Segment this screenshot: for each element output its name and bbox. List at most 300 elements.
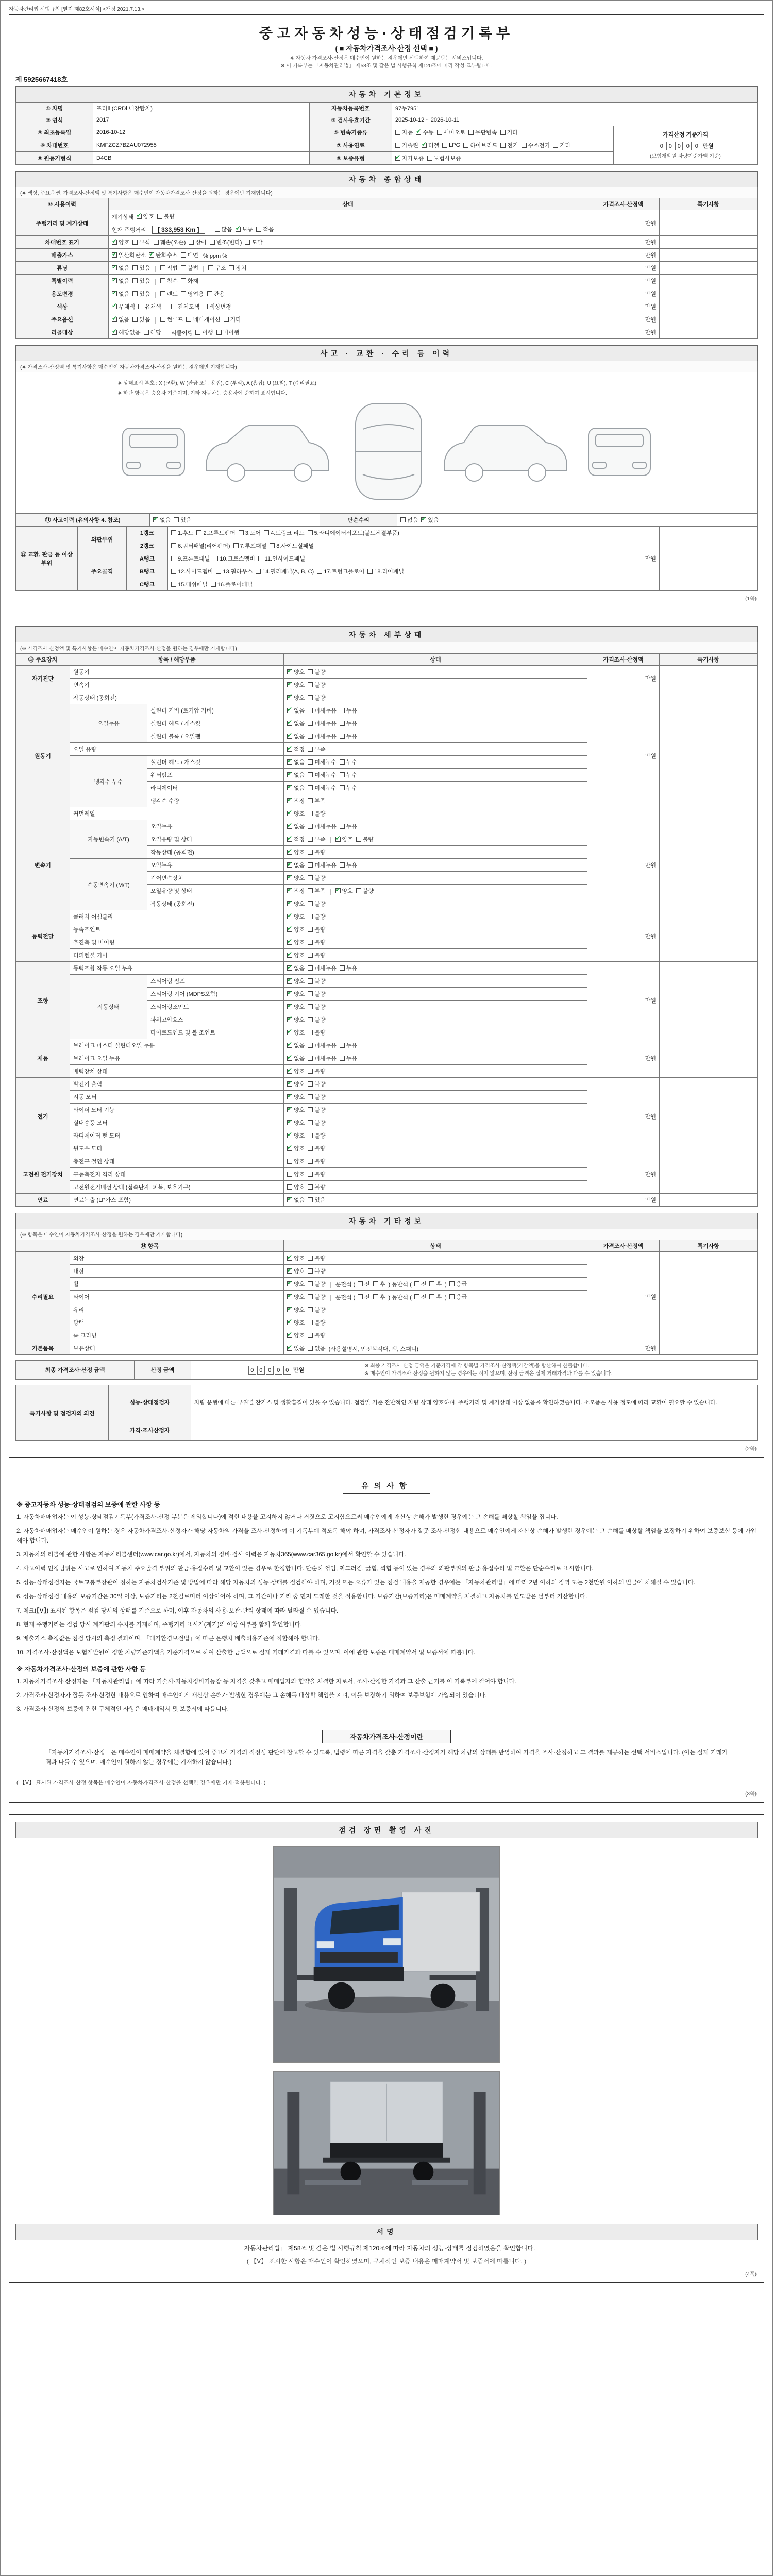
price-digit: 0: [283, 1366, 291, 1375]
checkbox-option[interactable]: [171, 302, 200, 311]
checkbox-option[interactable]: [287, 1183, 305, 1191]
checkbox-option[interactable]: [340, 771, 357, 779]
value-car-name: 포터Ⅱ (CRDi 내장탑차): [93, 103, 310, 114]
checkbox-option[interactable]: [287, 1196, 305, 1204]
checkbox-option[interactable]: [308, 1131, 325, 1140]
checkbox-option[interactable]: [149, 251, 178, 259]
label-registration-number: 자동차등록번호: [310, 103, 392, 114]
checkbox-option[interactable]: [287, 732, 305, 740]
state-cell: [284, 1078, 587, 1091]
checkbox-option[interactable]: [356, 887, 374, 895]
checkbox-option[interactable]: [308, 706, 337, 715]
checkbox-label: 기타: [230, 317, 241, 323]
checkbox-option[interactable]: [308, 796, 325, 805]
checkbox-option[interactable]: [287, 1267, 305, 1275]
checkbox-option[interactable]: [216, 567, 253, 575]
checkbox-option[interactable]: [287, 668, 305, 676]
checkbox-label: 누유: [346, 1056, 358, 1062]
checkbox-option[interactable]: [308, 990, 325, 998]
checkbox-option[interactable]: [308, 1267, 325, 1275]
checkbox-box: [414, 1294, 419, 1299]
base-price-label: 가격산정 기준가격: [662, 132, 709, 138]
checkbox-label: 불량: [362, 837, 374, 843]
checkbox-option[interactable]: [138, 302, 161, 311]
checkbox-option[interactable]: [429, 1280, 442, 1288]
checkbox-option[interactable]: [287, 1144, 305, 1153]
state-cell: [109, 223, 587, 236]
checkbox-option[interactable]: [340, 732, 357, 740]
checkbox-option[interactable]: [287, 758, 305, 766]
checkbox-option[interactable]: [308, 1015, 325, 1024]
checkbox-option[interactable]: [335, 887, 353, 895]
checkbox-option[interactable]: [211, 580, 253, 588]
final-price-label: 최종 가격조사·산정 금액: [16, 1361, 135, 1380]
checkbox-option[interactable]: [340, 822, 357, 831]
checkbox-box: [373, 1281, 378, 1286]
checkbox-option[interactable]: [287, 719, 305, 727]
checkbox-option[interactable]: [422, 141, 439, 149]
checkbox-label: 불량: [314, 1294, 326, 1300]
state-cell: [109, 262, 587, 275]
checkbox-option[interactable]: [256, 225, 274, 233]
checkbox-label: 없음: [294, 721, 305, 727]
checkbox-option[interactable]: [112, 290, 129, 298]
checkbox-option[interactable]: [181, 264, 198, 272]
checkbox-option[interactable]: [287, 964, 305, 972]
checkbox-box: [181, 252, 186, 258]
checkbox-option[interactable]: [340, 964, 357, 972]
checkbox-label: 1.후드: [178, 530, 194, 536]
checkbox-option[interactable]: [287, 951, 305, 959]
checkbox-option[interactable]: [196, 529, 235, 537]
label-inspection-period: ③ 검사유효기간: [310, 114, 392, 126]
checkbox-option[interactable]: [442, 142, 460, 148]
checkbox-option[interactable]: [414, 1280, 427, 1288]
checkbox-option[interactable]: [395, 128, 413, 137]
page-marker-2: (2쪽): [745, 1446, 757, 1452]
checkbox-option[interactable]: [437, 128, 466, 137]
checkbox-option[interactable]: [153, 516, 171, 524]
checkbox-option[interactable]: [154, 238, 186, 246]
checkbox-label: 불량: [314, 1017, 326, 1023]
checkbox-option[interactable]: [308, 1318, 325, 1327]
checkbox-option[interactable]: [287, 1028, 305, 1037]
checkbox-option[interactable]: [239, 529, 261, 537]
checkbox-option[interactable]: [287, 925, 305, 934]
checkbox-option[interactable]: [308, 1306, 325, 1314]
checkbox-option[interactable]: [308, 719, 337, 727]
checkbox-label: 누유: [346, 965, 358, 972]
checkbox-box: [287, 811, 292, 816]
checkbox-option[interactable]: [421, 516, 439, 524]
checkbox-option[interactable]: [171, 567, 213, 575]
checkbox-option[interactable]: [236, 225, 253, 233]
checkbox-option[interactable]: [287, 835, 305, 843]
checkbox-option[interactable]: [132, 264, 150, 272]
checkbox-option[interactable]: [308, 977, 325, 985]
checkbox-option[interactable]: [157, 212, 175, 221]
checkbox-option[interactable]: [224, 315, 241, 324]
notice-item: 3. 가격조사·산정의 보증에 관한 구체적인 사항은 매매계약서 및 보증서에 따릅니다.: [16, 1706, 229, 1713]
checkbox-option[interactable]: [308, 951, 325, 959]
checkbox-option[interactable]: [308, 848, 325, 856]
item-label: 커먼레일: [70, 807, 284, 820]
state-cell: [284, 666, 587, 679]
checkbox-option[interactable]: [308, 681, 325, 689]
remark-cell: [660, 262, 758, 275]
checkbox-option[interactable]: [308, 693, 325, 702]
state-cell: [284, 1252, 587, 1265]
checkbox-option[interactable]: [181, 290, 204, 298]
checkbox-option[interactable]: [132, 290, 150, 298]
checkbox-label: 수소전기: [528, 143, 550, 149]
checkbox-option[interactable]: [245, 238, 262, 246]
item-label: 연료누출 (LP가스 포함): [70, 1194, 284, 1207]
checkbox-box: [157, 214, 162, 219]
checkbox-option[interactable]: [308, 1170, 325, 1178]
checkbox-option[interactable]: [500, 141, 518, 149]
checkbox-option[interactable]: [308, 732, 337, 740]
checkbox-option[interactable]: [340, 784, 357, 792]
checkbox-option[interactable]: [287, 1318, 305, 1327]
checkbox-option[interactable]: [171, 541, 230, 550]
item-label: 실린더 헤드 / 개스킷: [147, 717, 284, 730]
subtitle-note-2: ※ 이 기록부는 「자동차관리법」 제58조 및 같은 법 시행규칙 제120조에 따라 작성·교부됩니다.: [280, 63, 493, 69]
checkbox-option[interactable]: [340, 1054, 357, 1062]
checkbox-option[interactable]: [287, 1306, 305, 1314]
checkbox-option[interactable]: [308, 529, 399, 537]
checkbox-option[interactable]: [449, 1280, 467, 1288]
checkbox-option[interactable]: [308, 1118, 325, 1127]
checkbox-option[interactable]: [308, 1041, 337, 1049]
checkbox-option[interactable]: [449, 1293, 467, 1301]
checkbox-option[interactable]: [308, 1280, 325, 1288]
checkbox-option[interactable]: [256, 567, 314, 575]
checkbox-option[interactable]: [308, 900, 325, 908]
car-diagram-panel: [15, 372, 758, 514]
item-label: 룸 크리닝: [70, 1329, 284, 1342]
remark-cell: [660, 249, 758, 262]
price-survey-explain-box: [38, 1723, 735, 1773]
checkbox-option[interactable]: [112, 238, 129, 246]
checkbox-option[interactable]: [287, 1118, 305, 1127]
state-cell: [284, 936, 587, 949]
checkbox-label: 미세누유: [314, 1043, 337, 1049]
token-separator: [330, 837, 331, 843]
item-label: 클러치 어셈블리: [70, 910, 284, 923]
price-cell: 만원: [587, 236, 660, 249]
checkbox-option[interactable]: [308, 784, 337, 792]
item-label: 외장: [70, 1252, 284, 1265]
checkbox-option[interactable]: [216, 328, 240, 336]
sub-group-label: 오일누유: [70, 704, 147, 743]
checkbox-option[interactable]: [308, 758, 337, 766]
checkbox-option[interactable]: [287, 1080, 305, 1088]
checkbox-option[interactable]: [308, 1157, 325, 1165]
checkbox-option[interactable]: [522, 141, 550, 149]
checkbox-label: 양호: [294, 1146, 305, 1152]
checkbox-option[interactable]: [358, 1280, 370, 1288]
checkbox-option[interactable]: [395, 154, 424, 162]
checkbox-option[interactable]: [160, 290, 178, 298]
checkbox-option[interactable]: [395, 141, 418, 149]
overall-condition-table: [15, 198, 758, 339]
checkbox-option[interactable]: [400, 516, 418, 524]
checkbox-option[interactable]: [207, 290, 225, 298]
checkbox-option[interactable]: [308, 861, 337, 869]
checkbox-option[interactable]: [112, 277, 129, 285]
checkbox-box: [287, 1120, 292, 1125]
checkbox-option[interactable]: [416, 128, 433, 137]
checkbox-option[interactable]: [340, 861, 357, 869]
checkbox-option[interactable]: [287, 1293, 305, 1301]
checkbox-option[interactable]: [287, 693, 305, 702]
checkbox-option[interactable]: [308, 887, 325, 895]
checkbox-label: 보험사보증: [433, 156, 461, 162]
checkbox-option[interactable]: [160, 315, 183, 324]
checkbox-option[interactable]: [112, 251, 146, 259]
checkbox-box: [308, 708, 313, 713]
checkbox-option[interactable]: [308, 1196, 325, 1204]
checkbox-box: [287, 747, 292, 752]
item-label: 오일누유: [147, 820, 284, 833]
checkbox-option[interactable]: [500, 128, 518, 137]
checkbox-label: 전: [421, 1281, 427, 1287]
checkbox-option[interactable]: [287, 887, 305, 895]
checkbox-option[interactable]: [174, 516, 191, 524]
checkbox-option[interactable]: [373, 1293, 385, 1301]
state-cell: [284, 1342, 587, 1355]
checkbox-option[interactable]: [287, 874, 305, 882]
checkbox-option[interactable]: [171, 554, 210, 563]
checkbox-option[interactable]: [287, 912, 305, 921]
checkbox-option[interactable]: [287, 1093, 305, 1101]
checkbox-option[interactable]: [112, 264, 129, 272]
checkbox-option[interactable]: [132, 238, 150, 246]
checkbox-option[interactable]: [340, 758, 357, 766]
checkbox-option[interactable]: [287, 1067, 305, 1075]
checkbox-option[interactable]: [287, 745, 305, 753]
column-header: 가격조사·산정액: [587, 654, 660, 666]
checkbox-option[interactable]: [195, 328, 213, 336]
checkbox-label: 없음: [119, 278, 130, 284]
checkbox-option[interactable]: [308, 1054, 337, 1062]
price-digit: 0: [693, 142, 700, 150]
price-cell: 만원: [587, 1194, 660, 1207]
checkbox-option[interactable]: [308, 912, 325, 921]
checkbox-option[interactable]: [308, 668, 325, 676]
checkbox-option[interactable]: [287, 1254, 305, 1262]
checkbox-option[interactable]: [308, 1093, 325, 1101]
inline-text: % ppm %: [201, 253, 228, 259]
checkbox-option[interactable]: [203, 302, 231, 311]
checkbox-option[interactable]: [287, 1015, 305, 1024]
checkbox-option[interactable]: [335, 835, 353, 843]
checkbox-option[interactable]: [308, 1144, 325, 1153]
checkbox-option[interactable]: [264, 529, 304, 537]
checkbox-option[interactable]: [358, 1293, 370, 1301]
checkbox-option[interactable]: [287, 1131, 305, 1140]
checkbox-option[interactable]: [287, 861, 305, 869]
checkbox-option[interactable]: [112, 302, 135, 311]
checkbox-box: [308, 875, 313, 880]
checkbox-box: [308, 1346, 313, 1351]
checkbox-option[interactable]: [468, 128, 497, 137]
checkbox-option[interactable]: [287, 1280, 305, 1288]
checkbox-box: [160, 265, 165, 270]
checkbox-option[interactable]: [308, 1183, 325, 1191]
checkbox-box: [422, 143, 427, 148]
checkbox-option[interactable]: [308, 809, 325, 818]
checkbox-option[interactable]: [287, 848, 305, 856]
checkbox-option[interactable]: [287, 822, 305, 831]
price-cell: 만원: [587, 249, 660, 262]
checkbox-box: [256, 227, 261, 232]
checkbox-option[interactable]: [287, 938, 305, 946]
checkbox-option[interactable]: [287, 1003, 305, 1011]
checkbox-option[interactable]: [287, 1170, 305, 1178]
checkbox-option[interactable]: [270, 541, 314, 550]
checkbox-option[interactable]: [308, 1344, 325, 1352]
checkbox-option[interactable]: [132, 315, 150, 324]
state-cell: [284, 1181, 587, 1194]
item-label: 작동상태 (공회전): [147, 897, 284, 910]
checkbox-option[interactable]: [189, 238, 206, 246]
remark-cell: [660, 1078, 758, 1155]
checkbox-option[interactable]: [287, 771, 305, 779]
checkbox-option[interactable]: [287, 977, 305, 985]
checkbox-option[interactable]: [287, 681, 305, 689]
remark-cell: [660, 1342, 758, 1355]
checkbox-box: [395, 143, 400, 148]
checkbox-option[interactable]: [287, 990, 305, 998]
checkbox-option[interactable]: [287, 1106, 305, 1114]
inspection-photo-front: [273, 1846, 500, 2063]
checkbox-option[interactable]: [160, 277, 178, 285]
checkbox-option[interactable]: [287, 784, 305, 792]
checkbox-option[interactable]: [171, 529, 193, 537]
checkbox-option[interactable]: [308, 1003, 325, 1011]
checkbox-box: [287, 1307, 292, 1312]
checkbox-option[interactable]: [308, 874, 325, 882]
checkbox-option[interactable]: [287, 1331, 305, 1340]
checkbox-option[interactable]: [308, 1080, 325, 1088]
checkbox-option[interactable]: [112, 328, 141, 336]
checkbox-option[interactable]: [287, 706, 305, 715]
checkbox-option[interactable]: [340, 1041, 357, 1049]
checkbox-option[interactable]: [258, 554, 305, 563]
checkbox-option[interactable]: [287, 1041, 305, 1049]
transmission-options: [392, 126, 614, 139]
remark-cell: [660, 210, 758, 236]
item-label: 파워고압호스: [147, 1013, 284, 1026]
checkbox-box: [245, 240, 250, 245]
checkbox-option[interactable]: [112, 315, 129, 324]
checkbox-option[interactable]: [429, 1293, 442, 1301]
state-cell: [109, 313, 587, 326]
checkbox-option[interactable]: [186, 315, 220, 324]
checkbox-option[interactable]: [233, 541, 267, 550]
checkbox-option[interactable]: [367, 567, 404, 575]
checkbox-option[interactable]: [287, 1344, 305, 1352]
checkbox-option[interactable]: [229, 264, 246, 272]
checkbox-box: [340, 708, 345, 713]
checkbox-option[interactable]: [287, 809, 305, 818]
checkbox-label: 적정: [294, 837, 305, 843]
checkbox-option[interactable]: [356, 835, 374, 843]
token-separator: [155, 317, 156, 324]
checkbox-option[interactable]: [308, 1293, 325, 1301]
checkbox-option[interactable]: [181, 251, 198, 259]
checkbox-option[interactable]: [308, 1106, 325, 1114]
checkbox-option[interactable]: [137, 212, 154, 221]
checkbox-option[interactable]: [553, 141, 570, 149]
checkbox-option[interactable]: [287, 1157, 305, 1165]
checkbox-option[interactable]: [308, 925, 325, 934]
checkbox-label: 많음: [221, 227, 232, 233]
checkbox-option[interactable]: [213, 554, 255, 563]
checkbox-option[interactable]: [308, 835, 325, 843]
checkbox-box: [287, 1333, 292, 1338]
checkbox-option[interactable]: [414, 1293, 427, 1301]
section-other-title: 자동차 기타정보: [15, 1213, 758, 1229]
checkbox-option[interactable]: [308, 745, 325, 753]
checkbox-option[interactable]: [463, 141, 497, 149]
checkbox-option[interactable]: [427, 154, 461, 162]
checkbox-label: 없음: [294, 772, 305, 778]
checkbox-option[interactable]: [308, 1254, 325, 1262]
checkbox-option[interactable]: [144, 328, 161, 336]
checkbox-option[interactable]: [340, 719, 357, 727]
checkbox-option[interactable]: [287, 796, 305, 805]
checkbox-option[interactable]: [308, 1331, 325, 1340]
checkbox-label: 후: [379, 1294, 385, 1300]
checkbox-option[interactable]: [308, 822, 337, 831]
checkbox-option[interactable]: [215, 225, 232, 233]
title-block: [15, 22, 758, 70]
state-cell: [284, 1001, 587, 1013]
state-cell: [284, 949, 587, 962]
remark-cell: [660, 1039, 758, 1078]
checkbox-option[interactable]: [208, 264, 226, 272]
item-label: 보유상태: [70, 1342, 284, 1355]
checkbox-option[interactable]: [308, 1028, 325, 1037]
checkbox-option[interactable]: [210, 238, 242, 246]
checkbox-option[interactable]: [132, 277, 150, 285]
warranty-options: [392, 152, 614, 165]
remarks-table: [15, 1385, 758, 1441]
checkbox-option[interactable]: [308, 771, 337, 779]
checkbox-label: 12.사이드멤버: [178, 569, 213, 575]
checkbox-box: [287, 695, 292, 700]
checkbox-option[interactable]: [340, 706, 357, 715]
checkbox-label: 미세누유: [314, 734, 337, 740]
checkbox-option[interactable]: [373, 1280, 385, 1288]
checkbox-option[interactable]: [308, 1067, 325, 1075]
price-cell: 만원: [587, 666, 660, 691]
checkbox-option[interactable]: [181, 277, 198, 285]
checkbox-label: 양호: [294, 1320, 305, 1326]
checkbox-option[interactable]: [287, 900, 305, 908]
checkbox-option[interactable]: [308, 938, 325, 946]
checkbox-option[interactable]: [287, 1054, 305, 1062]
checkbox-option[interactable]: [160, 264, 178, 272]
checkbox-option[interactable]: [308, 964, 337, 972]
checkbox-box: [308, 785, 313, 790]
checkbox-label: 불량: [314, 811, 326, 817]
checkbox-option[interactable]: [317, 567, 364, 575]
checkbox-option[interactable]: [171, 580, 208, 588]
